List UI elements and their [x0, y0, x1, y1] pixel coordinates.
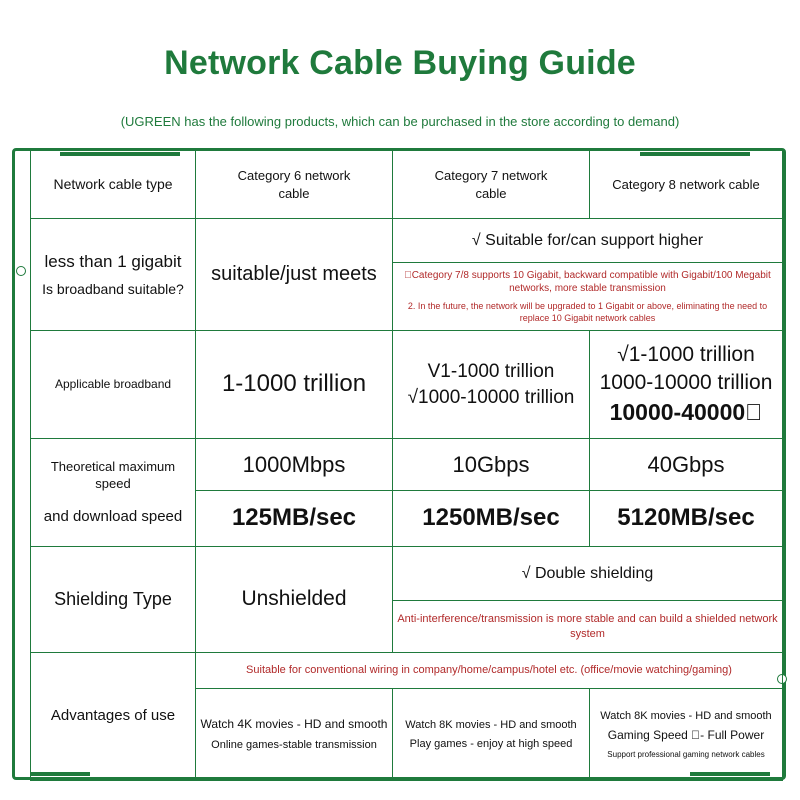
header-cat6 [196, 151, 393, 219]
gigabit-note-2: 2. In the future, the network will be upgraded to 1 Gigabit or above, eliminating the need to replace 10 Gigabit network cables [407, 300, 768, 323]
row-label-speed-line2: and download speed [43, 507, 183, 525]
row-label-gigabit [31, 219, 196, 331]
row-label-speed-line1: Theoretical maximum speed [50, 458, 176, 492]
header-cat8: Category 8 network cable [590, 151, 783, 219]
cell-download-cat7: 1250MB/sec [393, 491, 590, 547]
header-cat6-line1: Category 6 network [237, 167, 351, 183]
broadband-cat8-line1: √1-1000 trillion [617, 342, 755, 366]
cell-broadband-cat6: 1-1000 trillion [196, 331, 393, 439]
row-label-shielding: Shielding Type [31, 547, 196, 653]
cell-advantages-cat6 [196, 689, 393, 781]
cell-advantages-cat7 [393, 689, 590, 781]
cell-advantages-cat8 [590, 689, 783, 781]
advantages-cat8-line1: Watch 8K movies - HD and smooth [600, 709, 772, 722]
cell-advantages-common: Suitable for conventional wiring in company/home/campus/hotel etc. (office/movie watching/gaming) [196, 653, 783, 689]
advantages-cat6-line2: Online games-stable transmission [211, 739, 377, 752]
cell-gigabit-notes [393, 263, 783, 331]
cell-speed-cat7: 10Gbps [393, 439, 590, 491]
header-cat7-line2: cable [475, 185, 507, 201]
broadband-cat8-line3: 10000-40000  [609, 399, 763, 426]
table-row-gigabit [31, 219, 783, 263]
broadband-cat7-line1: V1-1000 trillion [427, 360, 555, 382]
page-title: Network Cable Buying Guide [164, 44, 636, 82]
row-label-gigabit-line1: less than 1 gigabit [44, 251, 182, 271]
table-row-broadband [31, 331, 783, 439]
table-row-shielding [31, 547, 783, 601]
header-cat6-line2: cable [278, 185, 310, 201]
cell-download-cat8: 5120MB/sec [590, 491, 783, 547]
advantages-cat6-line1: Watch 4K movies - HD and smooth [200, 716, 388, 731]
page-subtitle: (UGREEN has the following products, which can be purchased in the store according to demand) [120, 114, 680, 129]
frame-dot-left-icon [16, 266, 26, 276]
row-label-gigabit-line2: Is broadband suitable? [42, 280, 184, 297]
advantages-cat7-line2: Play games - enjoy at high speed [409, 737, 573, 750]
broadband-cat7-line2: √1000-10000 trillion [407, 386, 575, 408]
advantages-cat8-line3: Support professional gaming network cables [607, 749, 765, 759]
row-label-broadband: Applicable broadband [31, 331, 196, 439]
header-cat7 [393, 151, 590, 219]
advantages-cat7-line1: Watch 8K movies - HD and smooth [405, 718, 577, 731]
broadband-cat8-line2: 1000-10000 trillion [599, 370, 773, 394]
table-row-advantages-common [31, 653, 783, 689]
row-label-speed [31, 439, 196, 547]
cell-download-cat6: 125MB/sec [196, 491, 393, 547]
header-cat7-line1: Category 7 network [434, 167, 548, 183]
cell-broadband-cat8 [590, 331, 783, 439]
cell-shielding-note: Anti-interference/transmission is more stable and can build a shielded network system [393, 601, 783, 653]
cell-broadband-cat7 [393, 331, 590, 439]
cell-gigabit-cat78: √ Suitable for/can support higher [393, 219, 783, 263]
cell-shielding-cat6: Unshielded [196, 547, 393, 653]
advantages-cat8-line2: Gaming Speed  - Full Power [607, 728, 765, 743]
table-row-header [31, 151, 783, 219]
cell-speed-cat8: 40Gbps [590, 439, 783, 491]
cell-gigabit-cat6: suitable/just meets [196, 219, 393, 331]
comparison-table [30, 150, 783, 781]
cell-shielding-cat78: √ Double shielding [393, 547, 783, 601]
gigabit-note-1:  Category 7/8 supports 10 Gigabit, backward compatible with Gigabit/100 Megabit networks, more stable transmission [404, 269, 771, 295]
row-label-advantages: Advantages of use [31, 653, 196, 781]
cell-speed-cat6: 1000Mbps [196, 439, 393, 491]
row-label-cable-type: Network cable type [31, 151, 196, 219]
table-row-speed [31, 439, 783, 491]
